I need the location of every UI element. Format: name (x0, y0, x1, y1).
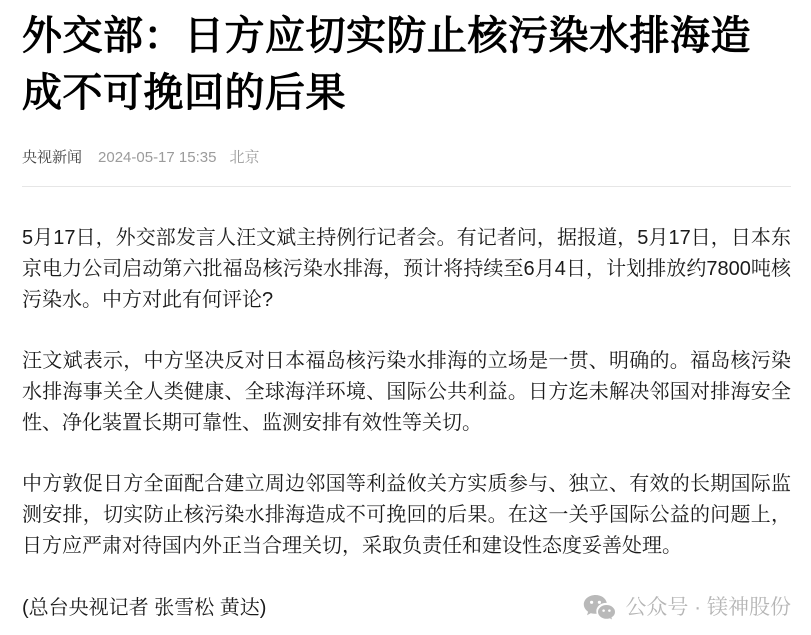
byline-location: 北京 (229, 149, 260, 166)
paragraph-question: 5月17日，外交部发言人汪文斌主持例行记者会。有记者问，据报道，5月17日，日本东京电力公司启动第六批福岛核污染水排海，预计将持续至6月4日，计划排放约7800吨核污染水。中方对此有何评论? (22, 227, 791, 311)
wechat-icon (583, 594, 616, 622)
paragraph-statement-2: 中方敦促日方全面配合建立周边邻国等利益攸关方实质参与、独立、有效的长期国际监测安排，切实防止核污染水排海造成不可挽回的后果。在这一关乎国际公益的问题上，日方应严肃对待国内外正当合理关切，采取负责任和建设性态度妥善处理。 (22, 473, 791, 557)
article-page (0, 8, 811, 622)
article-footer (22, 594, 791, 622)
byline (22, 149, 791, 167)
wechat-watermark (583, 594, 791, 622)
watermark-label: 公众号 · 镁神股份 (625, 596, 791, 619)
author-note: (总台央视记者 张雪松 黄达) (22, 597, 267, 619)
divider (22, 186, 791, 187)
article-title: 外交部：日方应切实防止核污染水排海造成不可挽回的后果 (22, 14, 751, 115)
paragraph-statement-1: 汪文斌表示，中方坚决反对日本福岛核污染水排海的立场是一贯、明确的。福岛核污染水排海事关全人类健康、全球海洋环境、国际公共利益。日方迄未解决邻国对排海安全性、净化装置长期可靠性、监测安排有效性等关切。 (22, 350, 791, 434)
byline-datetime: 2024-05-17 15:35 (98, 149, 217, 166)
byline-source-link[interactable]: 央视新闻 (22, 149, 83, 166)
article-body (22, 223, 791, 562)
